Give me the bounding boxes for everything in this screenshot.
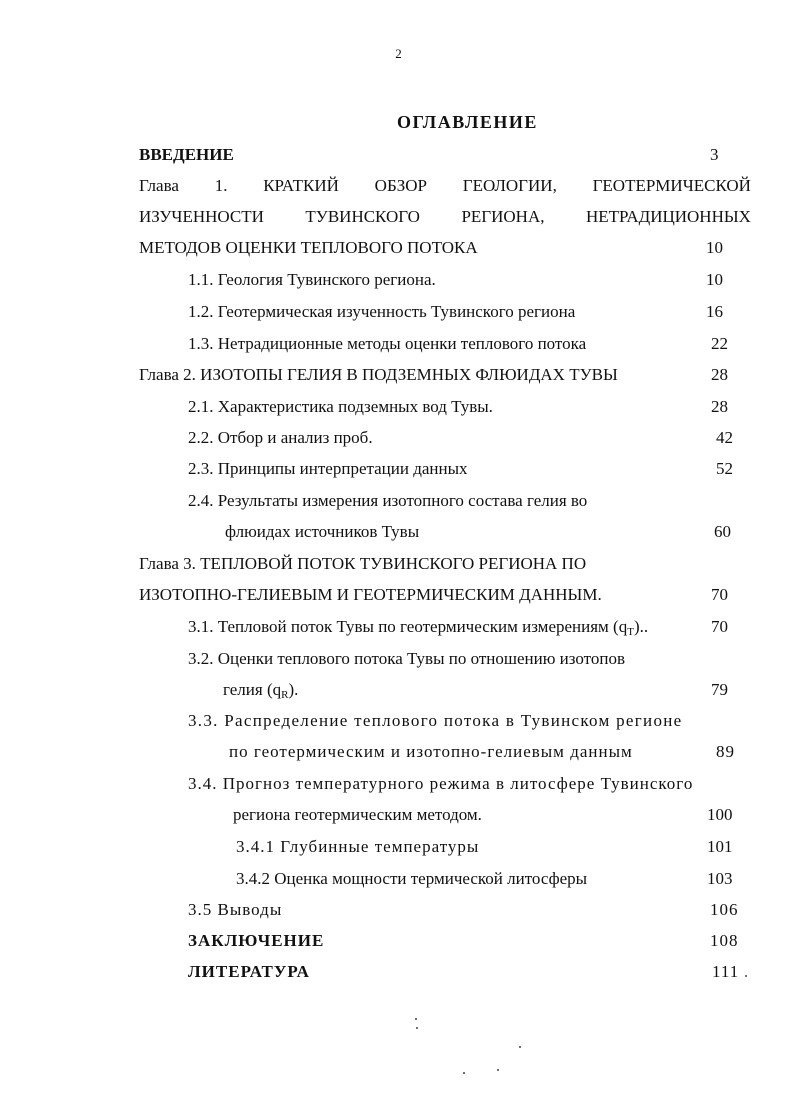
scan-speck: [519, 1046, 521, 1048]
toc-section-2-4: 2.4. Результаты измерения изотопного состава гелия во: [188, 491, 588, 510]
toc-section-3-3-cont: по геотермическим и изотопно-гелиевым данным: [229, 742, 633, 761]
toc-literature: ЛИТЕРАТУРА: [188, 962, 310, 981]
scan-speck: [745, 975, 747, 977]
toc-section-1-1-page: 10: [706, 270, 723, 289]
toc-intro-label: ВВЕДЕНИЕ: [139, 145, 234, 164]
toc-section-3-4-2-page: 103: [707, 869, 733, 888]
toc-conclusion: ЗАКЛЮЧЕНИЕ: [188, 931, 325, 950]
scan-speck: [497, 1069, 499, 1071]
toc-chapter1-page: 10: [706, 238, 723, 257]
toc-section-2-4-cont: флюидах источников Тувы: [225, 522, 420, 541]
toc-chapter3-line1: Глава 3. ТЕПЛОВОЙ ПОТОК ТУВИНСКОГО РЕГИОНА ПО: [139, 554, 587, 573]
toc-section-3-1-page: 70: [711, 617, 728, 636]
scan-speck: [415, 1018, 417, 1020]
toc-section-3-4: 3.4. Прогноз температурного режима в литосфере Тувинского: [188, 774, 694, 793]
toc-section-1-1: 1.1. Геология Тувинского региона.: [188, 270, 436, 289]
page-number: 2: [395, 46, 402, 61]
toc-section-1-2: 1.2. Геотермическая изученность Тувинского региона: [188, 302, 576, 321]
toc-section-3-4-1: 3.4.1 Глубинные температуры: [236, 837, 480, 856]
toc-section-3-3: 3.3. Распределение теплового потока в Тувинском регионе: [188, 711, 683, 730]
scan-speck: [416, 1027, 418, 1029]
toc-conclusions-page: 106: [710, 900, 739, 919]
toc-section-2-2-page: 42: [716, 428, 733, 447]
toc-section-1-3: 1.3. Нетрадиционные методы оценки теплового потока: [188, 334, 587, 353]
toc-section-3-4-page: 100: [707, 805, 733, 824]
toc-conclusions: 3.5 Выводы: [188, 900, 283, 919]
toc-section-1-3-page: 22: [711, 334, 728, 353]
toc-section-2-1-page: 28: [711, 397, 728, 416]
toc-title: ОГЛАВЛЕНИЕ: [397, 112, 538, 132]
toc-section-2-1: 2.1. Характеристика подземных вод Тувы.: [188, 397, 493, 416]
toc-chapter1-line1: Глава 1. КРАТКИЙ ОБЗОР ГЕОЛОГИИ, ГЕОТЕРМИЧЕСКОЙ: [139, 176, 751, 195]
toc-chapter1-line2: ИЗУЧЕННОСТИ ТУВИНСКОГО РЕГИОНА, НЕТРАДИЦИОННЫХ: [139, 207, 751, 226]
toc-section-3-4-cont: региона геотермическим методом.: [233, 805, 482, 824]
toc-section-2-3-page: 52: [716, 459, 733, 478]
toc-section-1-2-page: 16: [706, 302, 723, 321]
toc-section-3-2-page: 79: [711, 680, 728, 699]
toc-chapter2: Глава 2. ИЗОТОПЫ ГЕЛИЯ В ПОДЗЕМНЫХ ФЛЮИДАХ ТУВЫ: [139, 365, 618, 384]
toc-section-3-2-cont: гелия $(q_R)$.: [223, 680, 299, 701]
toc-section-2-4-page: 60: [714, 522, 731, 541]
toc-intro-page: 3: [710, 145, 719, 164]
toc-section-3-3-page: 89: [716, 742, 735, 761]
toc-section-3-4-2: 3.4.2 Оценка мощности термической литосферы: [236, 869, 588, 888]
toc-chapter3-line2: ИЗОТОПНО-ГЕЛИЕВЫМ И ГЕОТЕРМИЧЕСКИМ ДАННЫМ.: [139, 585, 602, 604]
toc-section-3-2: 3.2. Оценки теплового потока Тувы по отношению изотопов: [188, 649, 626, 668]
toc-literature-page: 111: [712, 962, 740, 981]
scan-speck: [463, 1072, 465, 1074]
toc-chapter2-page: 28: [711, 365, 728, 384]
toc-section-3-4-1-page: 101: [707, 837, 733, 856]
toc-chapter1-line3: МЕТОДОВ ОЦЕНКИ ТЕПЛОВОГО ПОТОКА: [139, 238, 478, 257]
toc-section-3-1: 3.1. Тепловой поток Тувы по геотермическим измерениям $(q_T)$..: [188, 617, 649, 638]
toc-chapter3-page: 70: [711, 585, 728, 604]
toc-section-2-3: 2.3. Принципы интерпретации данных: [188, 459, 468, 478]
toc-conclusion-page: 108: [710, 931, 739, 950]
toc-section-2-2: 2.2. Отбор и анализ проб.: [188, 428, 373, 447]
